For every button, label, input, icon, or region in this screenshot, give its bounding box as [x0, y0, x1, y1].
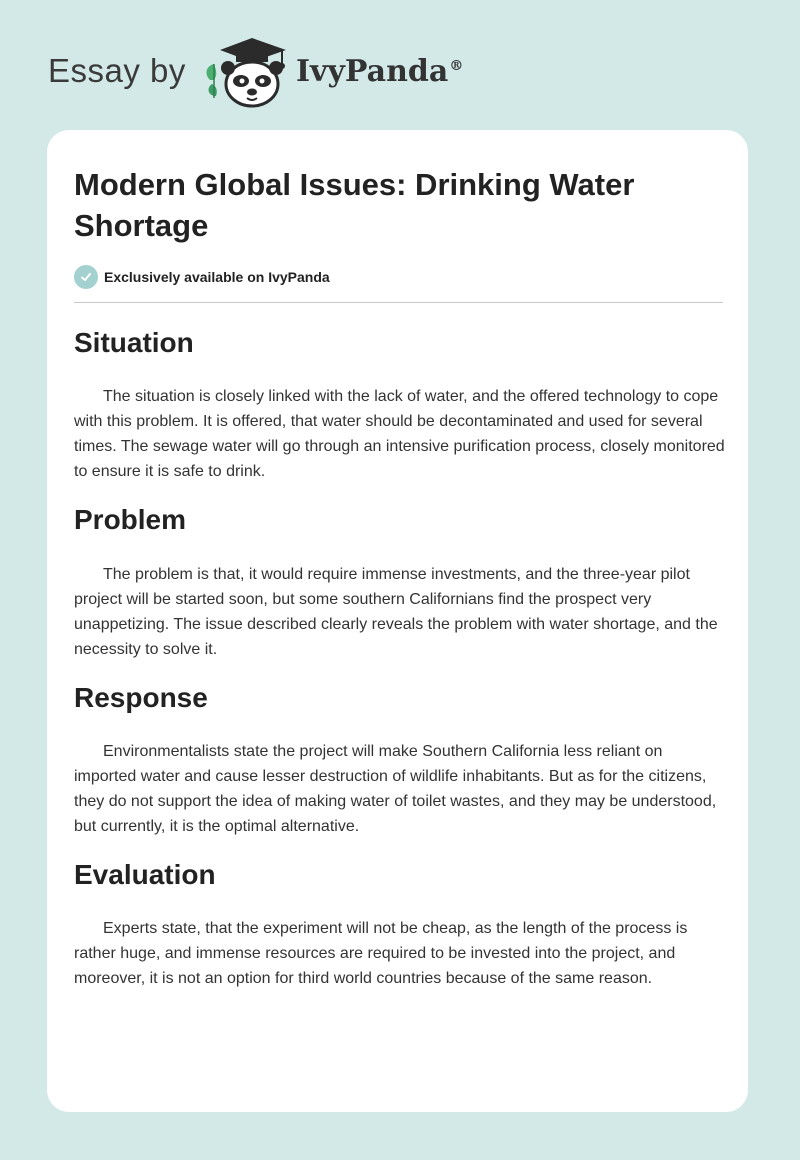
exclusive-badge [74, 264, 330, 290]
section-body-situation: The situation is closely linked with the lack of water, and the offered technology to cope with this problem. It is offered, that water should be decontaminated and used for several times. The sewage water will go through an intensive purification process, closely monitored to ensure it is safe to drink. [74, 388, 725, 480]
section-heading-situation: Situation [74, 327, 194, 358]
essay-title: Modern Global Issues: Drinking Water Shortage [74, 167, 635, 243]
section-heading-problem: Problem [74, 504, 187, 535]
brand-header[interactable] [48, 32, 488, 112]
section-heading-evaluation: Evaluation [74, 859, 216, 890]
section-body-evaluation: Experts state, that the experiment will not be cheap, as the length of the process is rather huge, and immense resources are required to be invested into the project, and moreover, it is not an option for third world countries because of the same reason. [74, 920, 688, 987]
brand-name-text: IvyPanda [296, 54, 449, 89]
exclusive-label: Exclusively available on IvyPanda [104, 269, 330, 285]
section-heading-response: Response [74, 682, 208, 713]
brand-name [296, 54, 463, 89]
panda-logo-icon [202, 34, 294, 110]
registered-mark: ® [449, 58, 464, 74]
essay-card [47, 130, 748, 1112]
section-body-problem: The problem is that, it would require immense investments, and the three-year pilot project will be started soon, but some southern Californians find the prospect very unappetizing. The issue described clearly reveals the problem with water shortage, and the necessity to solve it. [74, 566, 718, 658]
section-body-response: Environmentalists state the project will make Southern California less reliant on imported water and cause lesser destruction of wildlife inhabitants. But as for the citizens, they do not support the idea of making water of toilet wastes, and they may be understood, but currently, it is the optimal alternative. [74, 743, 717, 835]
title-divider [74, 302, 723, 303]
checkmark-icon [79, 270, 93, 284]
brand-prefix: Essay by [48, 52, 186, 89]
check-icon [74, 265, 98, 289]
